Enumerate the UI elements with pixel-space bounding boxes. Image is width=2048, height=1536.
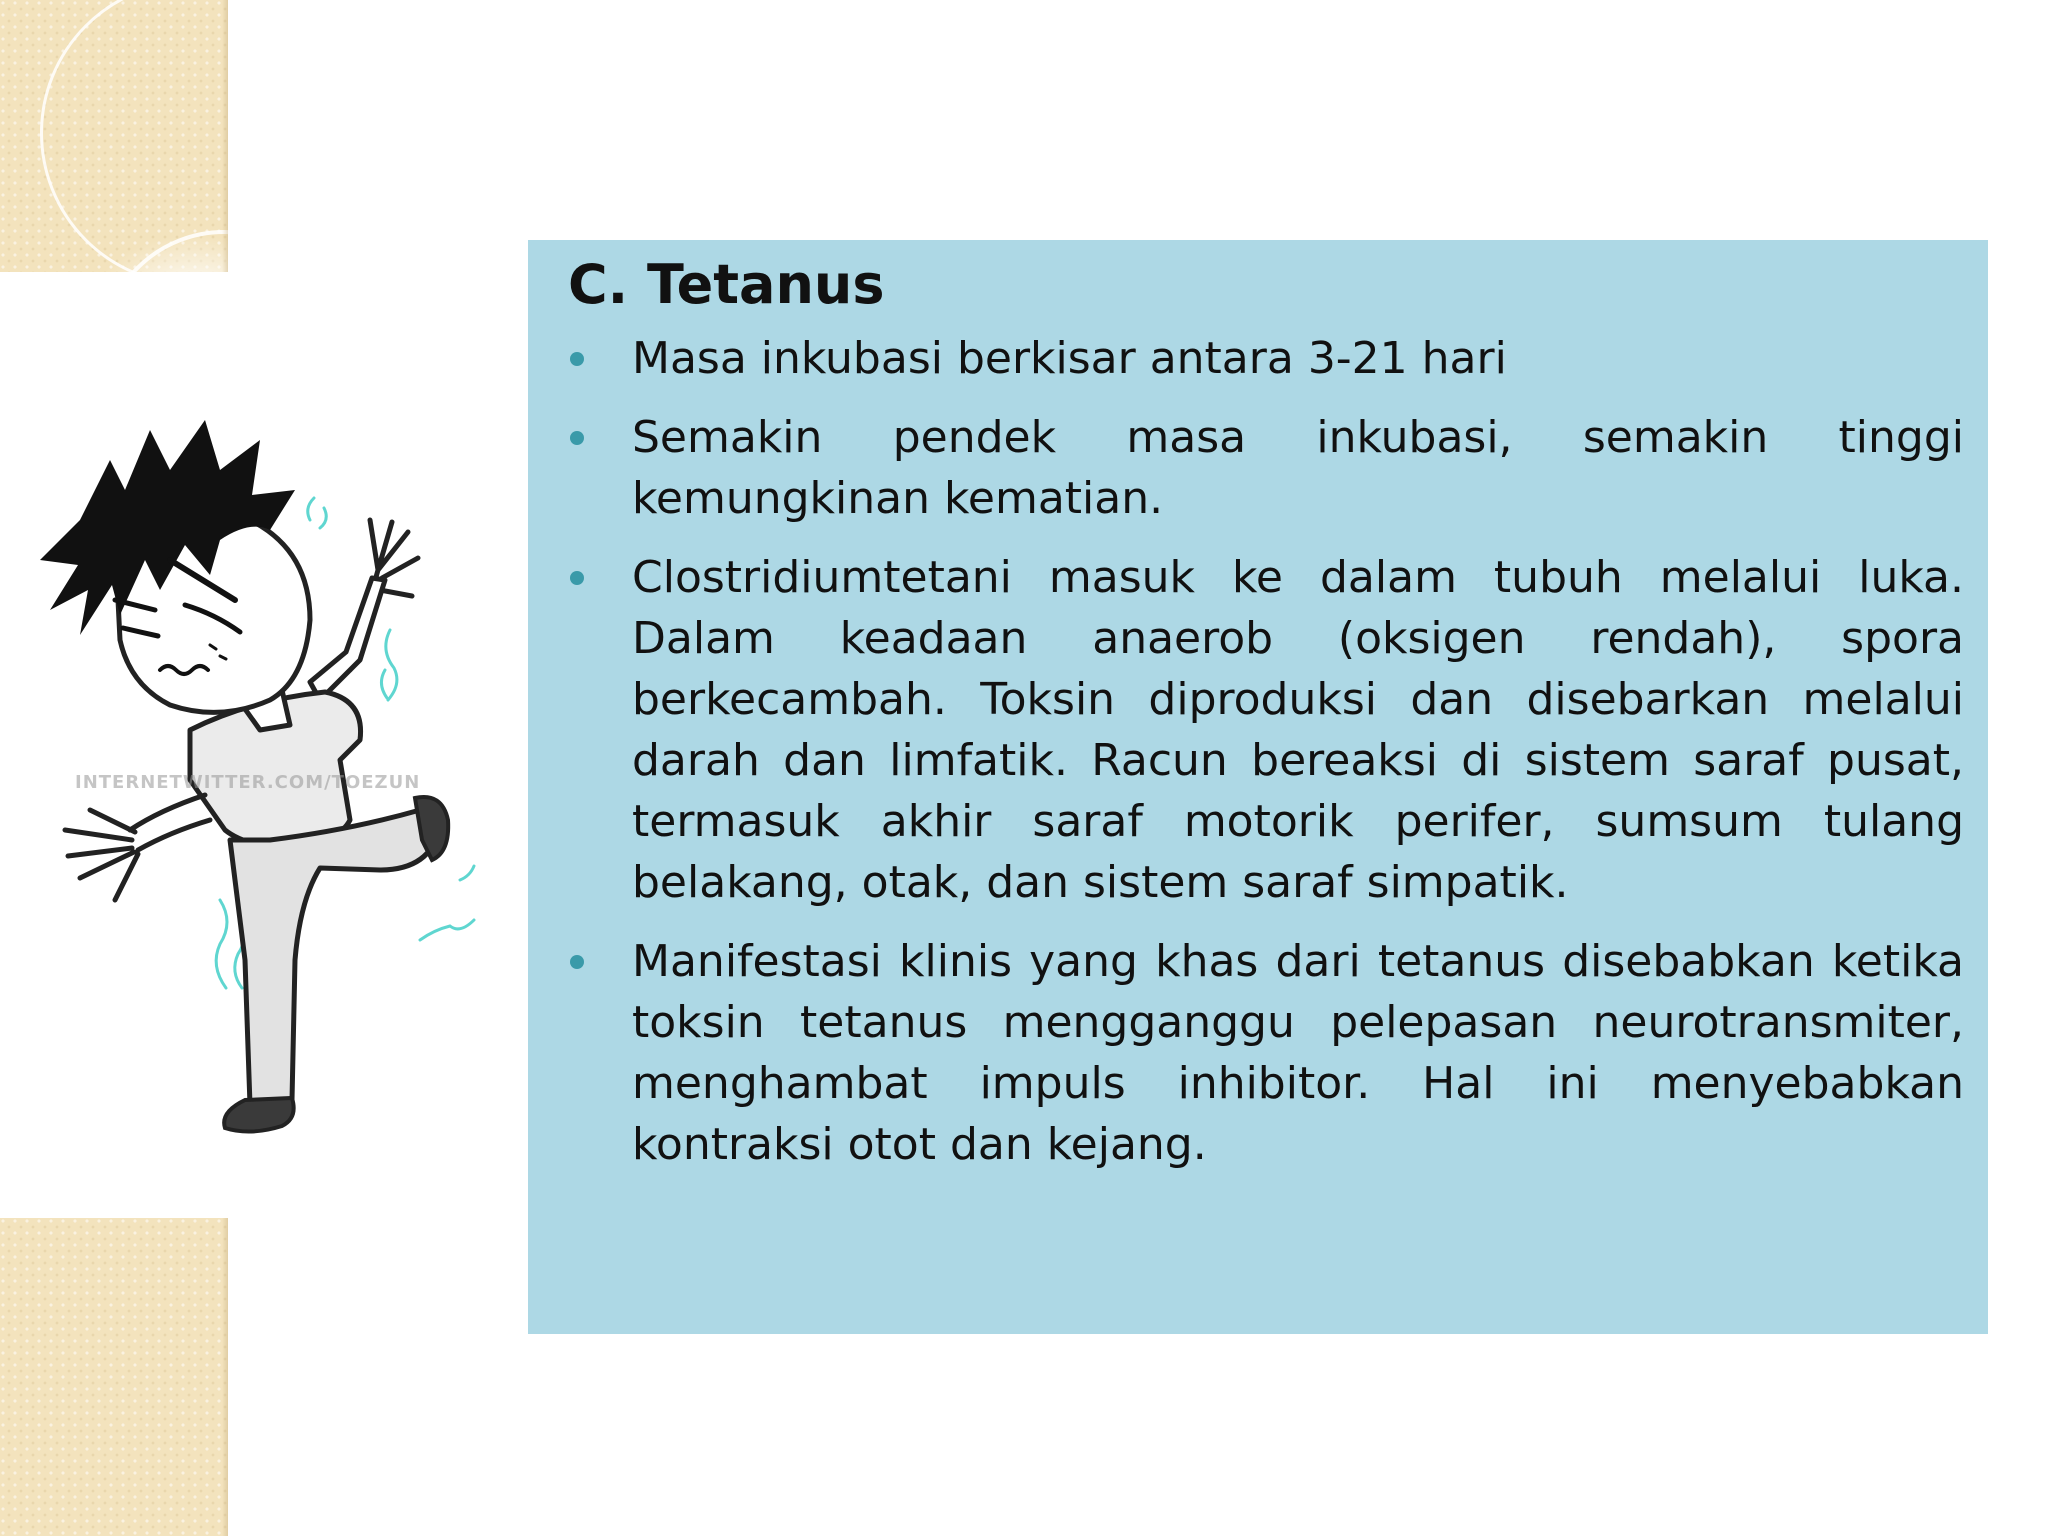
bullet-text: Manifestasi klinis yang khas dari tetanus disebabkan ketika toksin tetanus mengganggu pelepasan neurotransmiter, menghambat impuls inhibitor. Hal ini menyebabkan kontraksi otot dan kejang. xyxy=(632,936,1964,1170)
decorative-strip-bottom xyxy=(0,1218,228,1536)
list-item xyxy=(568,547,1964,913)
list-item xyxy=(568,407,1964,529)
cartoon-boy-spasm-illustration xyxy=(20,400,500,1140)
illustration-watermark: INTERNETWITTER.COM/TOEZUN xyxy=(75,772,421,793)
bullet-text: Semakin pendek masa inkubasi, semakin tinggi kemungkinan kematian. xyxy=(632,412,1964,524)
bullet-dot-icon xyxy=(570,431,584,445)
bullet-text: Masa inkubasi berkisar antara 3-21 hari xyxy=(632,333,1507,384)
list-item xyxy=(568,328,1964,389)
bullet-dot-icon xyxy=(570,352,584,366)
decorative-strip-top xyxy=(0,0,228,272)
bullet-text: Clostridiumtetani masuk ke dalam tubuh melalui luka. Dalam keadaan anaerob (oksigen rendah), spora berkecambah. Toksin diproduksi dan disebarkan melalui darah dan limfatik. Racun bereaksi di sistem saraf pusat, termasuk akhir saraf motorik perifer, sumsum tulang belakang, otak, dan sistem saraf simpatik. xyxy=(632,552,1964,908)
list-item xyxy=(568,931,1964,1175)
bullet-list xyxy=(568,328,1964,1175)
bullet-dot-icon xyxy=(570,571,584,585)
content-box xyxy=(528,240,1988,1334)
bullet-dot-icon xyxy=(570,955,584,969)
decorative-arc xyxy=(40,0,228,272)
slide-title: C. Tetanus xyxy=(568,253,885,316)
